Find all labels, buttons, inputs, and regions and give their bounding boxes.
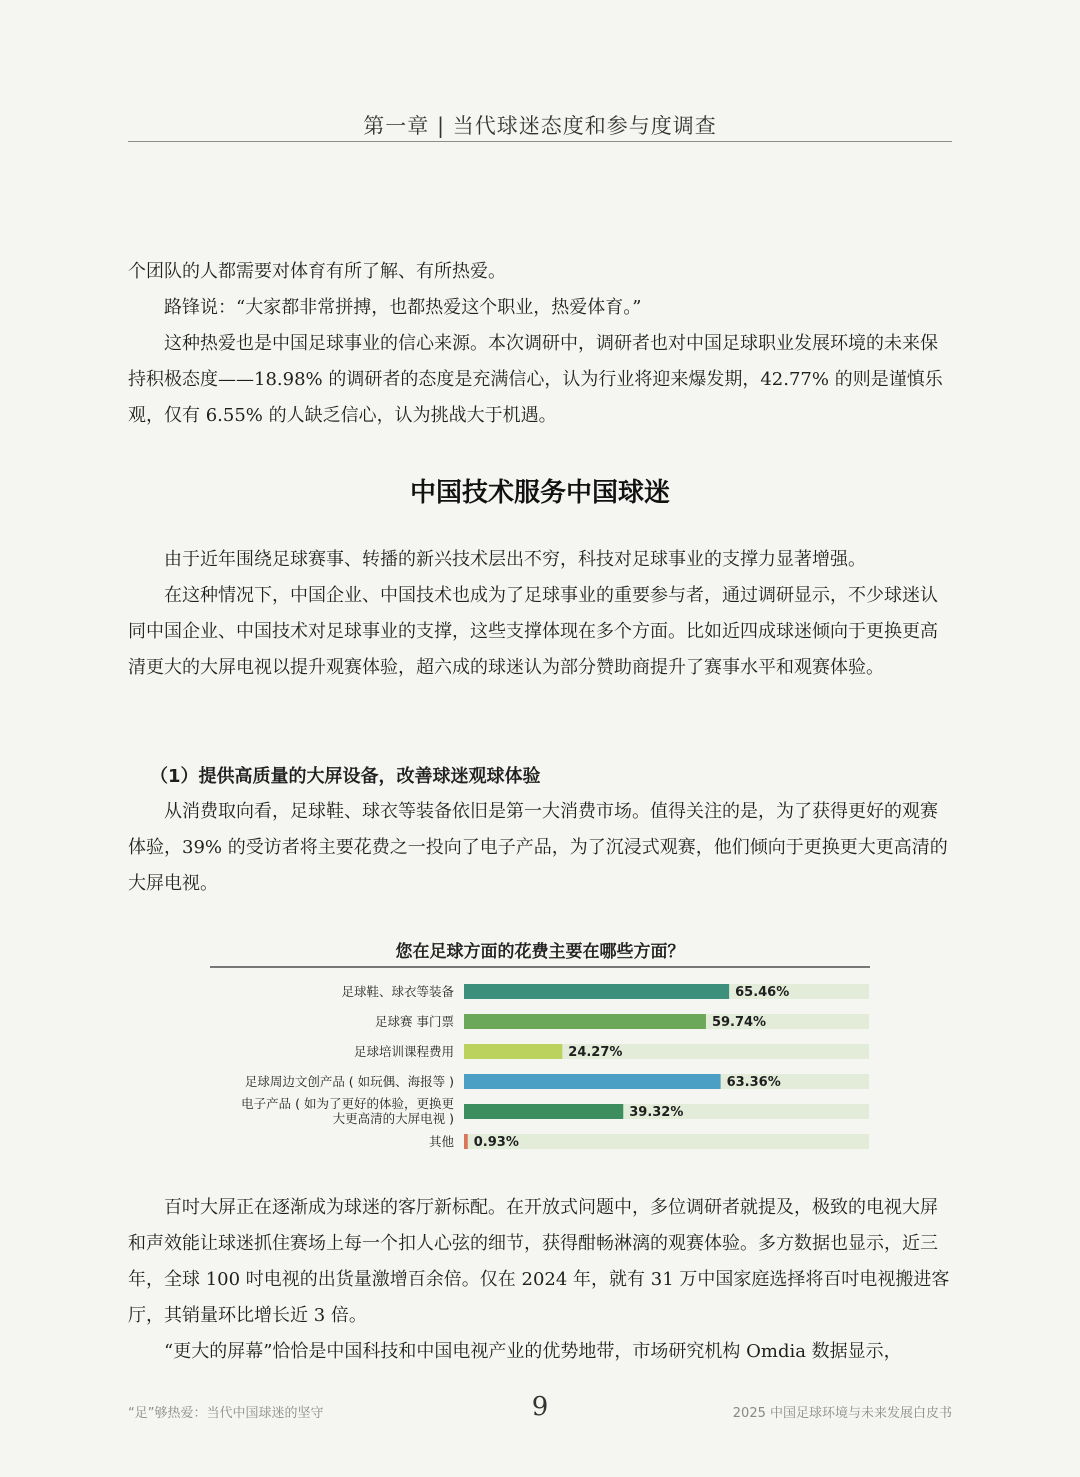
category-label: 电子产品 ( 如为了更好的体验，更换更 <box>241 1096 454 1111</box>
category-label: 大更高清的大屏电视 ) <box>332 1111 454 1126</box>
section-title: 中国技术服务中国球迷 <box>409 478 670 508</box>
footer-report-title: “足”够热爱：当代中国球迷的坚守 <box>128 1406 324 1421</box>
chart-title-rule <box>210 966 870 968</box>
footer-whitepaper-title: 2025 中国足球环境与未来发展白皮书 <box>732 1406 952 1421</box>
bar <box>464 1104 623 1119</box>
paragraph-big-screen: 百吋大屏正在逐渐成为球迷的客厅新标配。在开放式问题中，多位调研者就提及，极致的电视大屏和声效能让球迷抓住赛场上每一个扣人心弦的细节，获得酣畅淋漓的观赛体验。多方数据也显示，近三年，全球 100 吋电视的出货量激增百余倍。仅在 2024 年，就有 31 万中国家庭选择将百吋电视搬进客厅，其销量环比增长近 3 倍。 <box>128 1197 950 1326</box>
category-label: 足球鞋、球衣等装备 <box>341 984 454 999</box>
bar <box>464 1074 721 1089</box>
paragraph-omdia: “更大的屏幕”恰恰是中国科技和中国电视产业的优势地带，市场研究机构 Omdia 数据显示， <box>164 1341 902 1362</box>
bar-value-label: 0.93% <box>473 1135 519 1150</box>
paragraph-chinese-enterprises: 在这种情况下，中国企业、中国技术也成为了足球事业的重要参与者，通过调研显示，不少球迷认同中国企业、中国技术对足球事业的支撑，这些支撑体现在多个方面。比如近四成球迷倾向于更换更高清更大的大屏电视以提升观赛体验，超六成的球迷认为部分赞助商提升了赛事水平和观赛体验。 <box>128 585 938 678</box>
bar-track <box>464 1134 869 1149</box>
chapter-header: 第一章 | 当代球迷态度和参与度调查 <box>363 114 717 138</box>
category-label: 足球培训课程费用 <box>353 1044 454 1059</box>
paragraph-consumption: 从消费取向看，足球鞋、球衣等装备依旧是第一大消费市场。值得关注的是，为了获得更好的观赛体验，39% 的受访者将主要花费之一投向了电子产品，为了沉浸式观赛，他们倾向于更换更大更高清的大屏电视。 <box>128 801 948 894</box>
page-number: 9 <box>531 1392 549 1422</box>
bar <box>464 1044 562 1059</box>
header-divider <box>128 141 952 142</box>
paragraph-continuation: 个团队的人都需要对体育有所了解、有所热爱。 <box>128 261 506 282</box>
paragraph-quote: 路锋说：“大家都非常拼搏，也都热爱这个职业，热爱体育。” <box>164 297 642 318</box>
category-label: 其他 <box>428 1134 454 1149</box>
bar <box>464 1014 706 1029</box>
bar-value-label: 63.36% <box>726 1075 781 1090</box>
subsection-title: （1）提供高质量的大屏设备，改善球迷观球体验 <box>150 766 541 787</box>
bar-value-label: 65.46% <box>735 985 790 1000</box>
paragraph-confidence: 这种热爱也是中国足球事业的信心来源。本次调研中，调研者也对中国足球职业发展环境的未来保持积极态度——18.98% 的调研者的态度是充满信心，认为行业将迎来爆发期，42.77% 的则是谨慎乐观，仅有 6.55% 的人缺乏信心，认为挑战大于机遇。 <box>128 333 943 426</box>
bar <box>464 1134 468 1149</box>
spending-bar-chart <box>210 976 870 1156</box>
bar <box>464 984 729 999</box>
paragraph-tech-support: 由于近年围绕足球赛事、转播的新兴技术层出不穷，科技对足球事业的支撑力显著增强。 <box>164 549 866 570</box>
bar-value-label: 24.27% <box>568 1045 623 1060</box>
category-label: 足球周边文创产品 ( 如玩偶、海报等 ) <box>244 1074 454 1089</box>
bar-value-label: 39.32% <box>629 1105 684 1120</box>
chart-title: 您在足球方面的花费主要在哪些方面？ <box>395 942 685 962</box>
category-label: 足球赛 事门票 <box>375 1014 454 1029</box>
bar-value-label: 59.74% <box>711 1015 767 1030</box>
